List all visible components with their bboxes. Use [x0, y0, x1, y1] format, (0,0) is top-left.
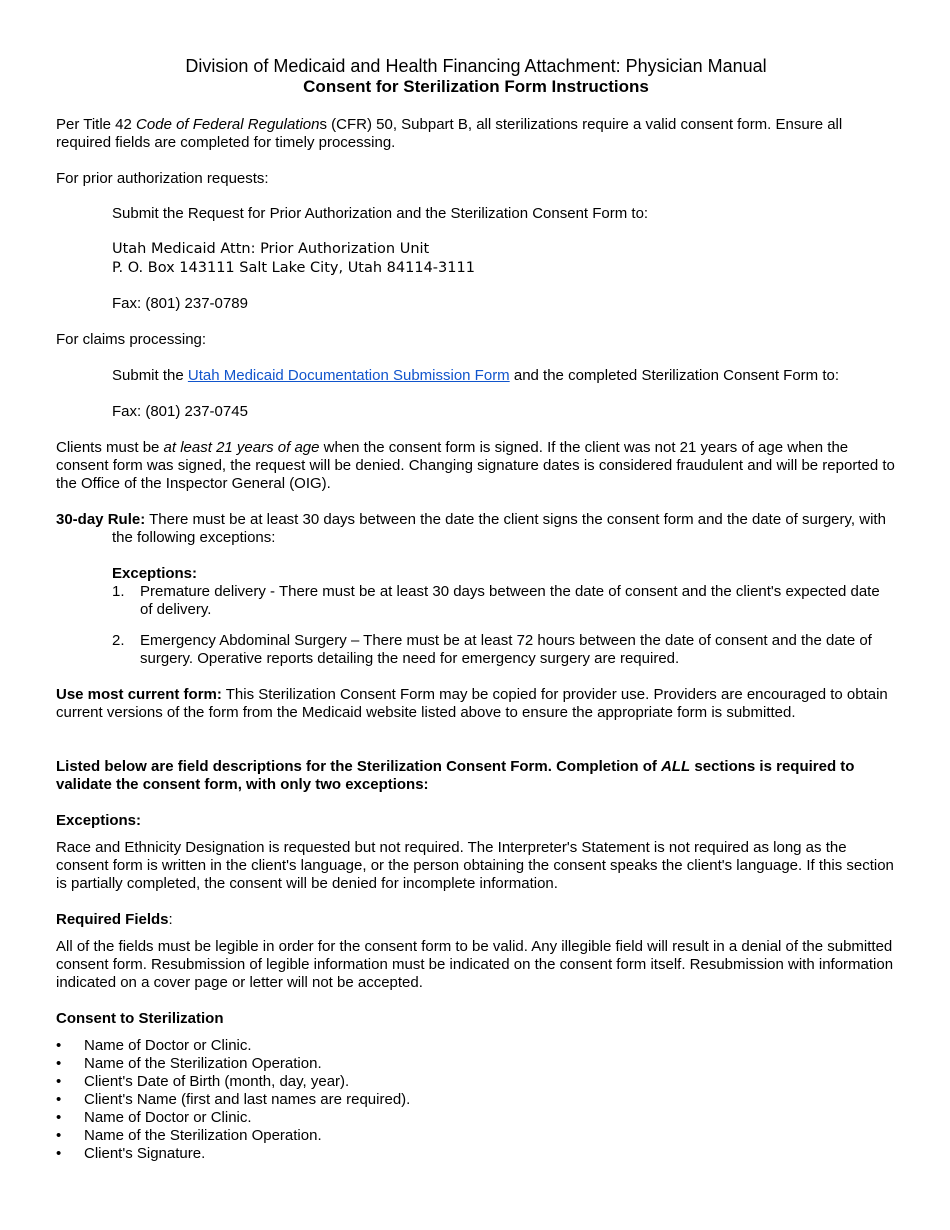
bullet-icon: •: [56, 1127, 62, 1144]
list-item: [112, 632, 896, 668]
list-item-number: 1.: [112, 583, 125, 600]
thirty-day-exceptions-heading-text: Exceptions:: [112, 565, 198, 582]
bullet-icon: •: [56, 1145, 62, 1162]
list-item-text: Client's Name (first and last names are required).: [84, 1091, 411, 1108]
thirty-day-rule-label: 30-day Rule:: [56, 511, 146, 528]
consent-fields-list: [56, 1037, 896, 1163]
document-subtitle: Consent for Sterilization Form Instructions: [303, 77, 649, 96]
thirty-day-rule-paragraph: [56, 511, 896, 547]
thirty-day-exceptions-heading: [112, 565, 896, 583]
list-item-text: Client's Signature.: [84, 1145, 206, 1162]
exceptions-paragraph: Race and Ethnicity Designation is requested but not required. The Interpreter's Statement is not required as long as the consent form is written in the client's language, or the person obtaining the consent speaks the client's language. If this section is partially completed, the consent will be denied for incomplete information.: [56, 839, 894, 892]
consent-heading: Consent to Sterilization: [56, 1010, 224, 1027]
field-desc-pre: Listed below are field descriptions for the Sterilization Consent Form. Completion of: [56, 758, 662, 775]
address-line-1: Utah Medicaid Attn: Prior Authorization Unit: [112, 241, 430, 257]
field-descriptions-intro: [56, 758, 896, 794]
document-title: Division of Medicaid and Health Financing Attachment: Physician Manual: [185, 56, 767, 76]
claims-heading: For claims processing:: [56, 331, 207, 348]
list-item: [56, 1073, 896, 1091]
current-form-label: Use most current form:: [56, 686, 222, 703]
required-fields-heading-text: Required Fields: [56, 911, 169, 928]
list-item: [56, 1127, 896, 1145]
list-item: [56, 1055, 896, 1073]
intro-text-post: s (CFR) 50, Subpart B, all sterilizations require a valid consent form. Ensure all required fields are completed for timely processing.: [56, 116, 843, 151]
thirty-day-rule-text: There must be at least 30 days between the date the client signs the consent form and the date of surgery, with the following exceptions:: [112, 511, 886, 546]
prior-auth-instruction: Submit the Request for Prior Authorization and the Sterilization Consent Form to:: [112, 205, 649, 222]
list-item: [56, 1109, 896, 1127]
age-rule-pre: Clients must be: [56, 439, 164, 456]
list-item: [56, 1145, 896, 1163]
intro-text-pre: Per Title 42: [56, 116, 137, 133]
current-form-text: This Sterilization Consent Form may be copied for provider use. Providers are encouraged to obtain current versions of the form from the Medicaid website listed above to ensure the appropriate form is submitted.: [56, 686, 888, 721]
address-line-2: P. O. Box 143111 Salt Lake City, Utah 84114-3111: [112, 260, 475, 276]
list-item-text: Name of the Sterilization Operation.: [84, 1055, 322, 1072]
document-header: [56, 56, 896, 97]
list-item-text: Name of the Sterilization Operation.: [84, 1127, 322, 1144]
prior-auth-heading: For prior authorization requests:: [56, 170, 269, 187]
intro-cfr-italic: Code of Federal Regulation: [136, 116, 320, 133]
list-item-text: Emergency Abdominal Surgery – There must be at least 72 hours between the date of consent and the date of surgery. Operative reports detailing the need for emergency surgery are required.: [140, 632, 872, 667]
prior-auth-address: [112, 240, 896, 278]
age-rule-italic: at least 21 years of age: [163, 439, 320, 456]
bullet-icon: •: [56, 1109, 62, 1126]
bullet-icon: •: [56, 1073, 62, 1090]
thirty-day-exceptions-list: [112, 583, 896, 668]
list-item-text: Client's Date of Birth (month, day, year).: [84, 1073, 350, 1090]
documentation-submission-form-link[interactable]: Utah Medicaid Documentation Submission Form: [187, 367, 510, 384]
exceptions-heading: Exceptions:: [56, 812, 142, 829]
list-item-number: 2.: [112, 632, 125, 649]
list-item-text: Name of Doctor or Clinic.: [84, 1037, 252, 1054]
list-item: [112, 583, 896, 619]
required-fields-colon: :: [168, 911, 173, 928]
bullet-icon: •: [56, 1091, 62, 1108]
required-fields-heading: [56, 911, 896, 929]
field-desc-italic: ALL: [661, 758, 691, 775]
list-item-text: Premature delivery - There must be at least 30 days between the date of consent and the client's expected date of delivery.: [140, 583, 880, 618]
claims-instruction: [112, 367, 896, 385]
intro-paragraph: [56, 116, 896, 152]
field-desc-post: sections is required to validate the consent form, with only two exceptions:: [56, 758, 855, 793]
bullet-icon: •: [56, 1037, 62, 1054]
prior-auth-fax: Fax: (801) 237-0789: [112, 295, 248, 312]
list-item-text: Name of Doctor or Clinic.: [84, 1109, 252, 1126]
current-form-paragraph: [56, 686, 896, 722]
claims-fax: Fax: (801) 237-0745: [112, 403, 248, 420]
list-item: [56, 1037, 896, 1055]
claims-text-pre: Submit the: [112, 367, 188, 384]
required-fields-paragraph: All of the fields must be legible in order for the consent form to be valid. Any illegible field will result in a denial of the submitted consent form. Resubmission of legible information must be indicated on the consent form itself. Resubmission with information indicated on a cover page or letter will not be accepted.: [56, 938, 894, 991]
claims-text-post: and the completed Sterilization Consent Form to:: [509, 367, 840, 384]
list-item: [56, 1091, 896, 1109]
document-page: [56, 56, 896, 1163]
bullet-icon: •: [56, 1055, 62, 1072]
age-rule-post: when the consent form is signed. If the client was not 21 years of age when the consent form was signed, the request will be denied. Changing signature dates is considered fraudulent and will be reported to the Office of the Inspector General (OIG).: [56, 439, 895, 492]
age-rule-paragraph: [56, 439, 896, 493]
